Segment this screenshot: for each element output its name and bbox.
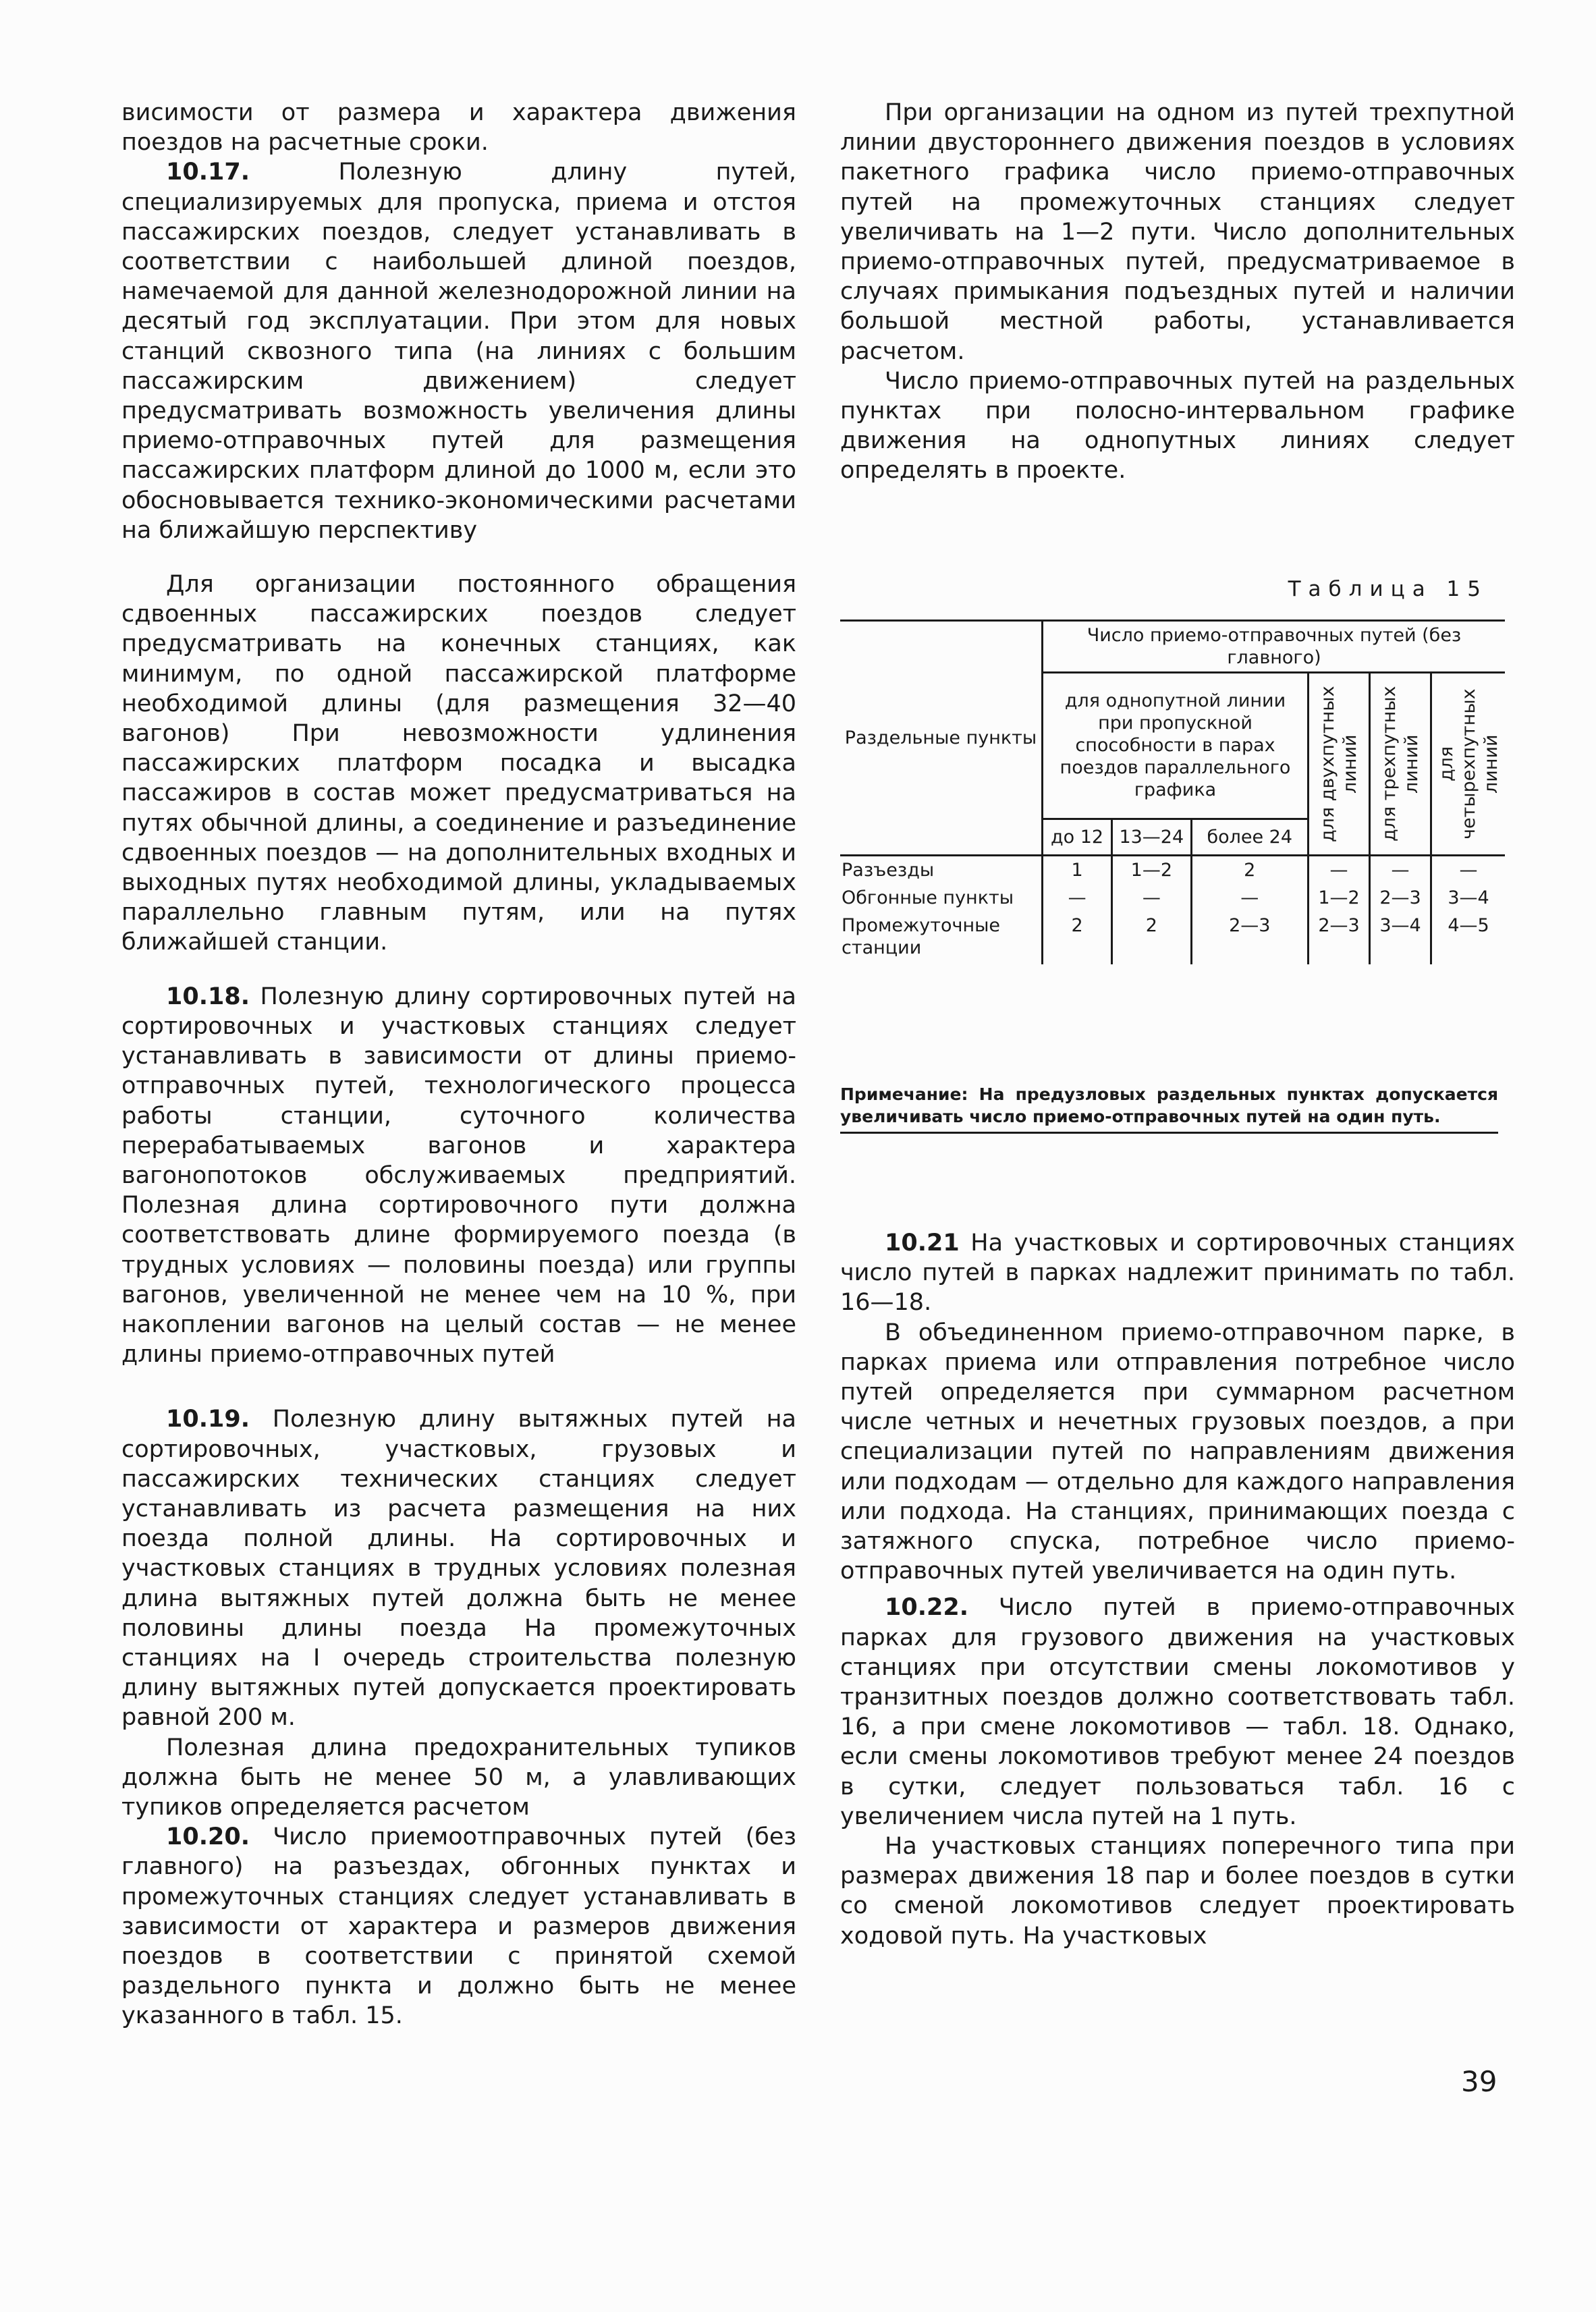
table-row [840, 912, 1505, 964]
table-row [840, 856, 1505, 885]
table-cell: — [1370, 856, 1431, 885]
subheader-col-3: более 24 [1191, 819, 1308, 855]
header-triple-track: для трехпутных линий [1370, 673, 1431, 856]
clause-number: 10.19. [166, 1406, 250, 1433]
paragraph-10-21: 10.21 На участковых и сортировочных станциях число путей в парках надлежит принимать по табл. 16—18. [840, 1230, 1515, 1317]
table-cell: 4—5 [1431, 912, 1506, 964]
left-column [121, 98, 796, 2031]
paragraph-continuation: висимости от размера и характера движения поездов на расчетные сроки. [121, 99, 796, 157]
subheader-col-2: 13—24 [1112, 819, 1191, 855]
paragraph-double-trains: Для организации постоянного обращения сдвоенных пассажирских поездов следует предусматривать на конечных станциях, как минимум, по одной пассажирской платформе необходимой длины (для размещения 32—40 вагонов) При невозможности удлинения пассажирских платформ посадка и высадка пассажиров в состав может предусматриваться на путях обычной длины, а соединение и разъединение сдвоенных поездов — на дополнительных входных и выходных путях необходимой длины, укладываемых параллельно главным путям, или на путях ближайшей станции. [121, 571, 796, 956]
header-double-track: для двухпутных линий [1309, 673, 1370, 856]
table-cell: 3—4 [1431, 884, 1506, 912]
table-cell: 1—2 [1309, 884, 1370, 912]
subheader-col-1: до 12 [1043, 819, 1112, 855]
row-name: Промежуточные станции [842, 915, 1001, 958]
clause-number: 10.17. [166, 159, 250, 186]
paragraph-combined-park: В объединенном приемо-отправочном парке, в парках приема или отправления потребное число путей определяется при суммарном расчетном числе четных и нечетных грузовых поездов, а при специализации путей по направлениям движения или подходам — отдельно для каждого направления или подхода. На станциях, принимающих поезда с затяжного спуска, потребное число приемо-отправочных путей увеличивается на один путь. [840, 1319, 1515, 1585]
table-cell: — [1191, 884, 1308, 912]
paragraph-10-17: 10.17. Полезную длину путей, специализируемых для пропуска, приема и отстоя пассажирских поездов, следует устанавливать в соответствии с наибольшей длиной поездов, намечаемой для данной железнодорожной линии на десятый год эксплуатации. При этом для новых станций сквозного типа (на линиях с большим пассажирским движением) следует предусматривать возможность увеличения длины приемо-отправочных путей для размещения пассажирских платформ длиной до 1000 м, если это обосновывается технико-экономическими расчетами на ближайшую перспективу [121, 159, 796, 544]
clause-number: 10.20. [166, 1823, 250, 1851]
table-cell: 2—3 [1370, 884, 1431, 912]
table-cell: — [1112, 884, 1191, 912]
paragraph-three-track: При организации на одном из путей трехпутной линии двустороннего движения поездов в условиях пакетного графика число приемо-отправочных путей на промежуточных станциях следует увеличивать на 1—2 пути. Число дополнительных приемо-отправочных путей, предусматриваемое в случаях примыкания подъездных путей и наличии большой местной работы, устанавливается расчетом. [840, 99, 1515, 365]
header-main: Число приемо-отправочных путей (без главного) [1043, 621, 1506, 673]
paragraph-transverse-stations: На участковых станциях поперечного типа при размерах движения 18 пар и более поездов в сутки со сменой локомотивов следует проектировать ходовой путь. На участковых [840, 1833, 1515, 1950]
table-cell: 1 [1043, 856, 1112, 885]
header-single-track: для однопутной линии при пропускной способности в парах поездов параллельного графика [1043, 673, 1309, 819]
table-cell: 2 [1112, 912, 1191, 964]
table-cell: — [1431, 856, 1506, 885]
header-quad-track: для четырехпутных линий [1431, 673, 1506, 856]
table-cell: 3—4 [1370, 912, 1431, 964]
header-stub: Раздельные пункты [840, 621, 1043, 856]
table-cell: — [1309, 856, 1370, 885]
paragraph-10-19: 10.19. Полезную длину вытяжных путей на сортировочных, участковых, грузовых и пассажирских технических станциях следует устанавливать из расчета размещения на них поезда полной длины. На сортировочных и участковых станциях в трудных условиях полезная длина вытяжных путей должна быть не менее половины длины поезда На промежуточных станциях на I очередь строительства полезную длину вытяжных путей допускается проектировать равной 200 м. [121, 1406, 796, 1732]
paragraph-dead-ends: Полезная длина предохранительных тупиков должна быть не менее 50 м, а улавливающих тупиков определяется расчетом [121, 1734, 796, 1821]
paragraph-10-20: 10.20. Число приемоотправочных путей (без главного) на разъездах, обгонных пунктах и промежуточных станциях следует устанавливать в зависимости от характера и размеров движения поездов в соответствии с принятой схемой раздельного пункта и должно быть не менее указанного в табл. 15. [121, 1823, 796, 2030]
row-name: Разъезды [842, 860, 935, 881]
paragraph-10-18: 10.18. Полезную длину сортировочных путей на сортировочных и участковых станциях следует устанавливать в зависимости от длины приемо-отправочных путей, технологического процесса работы станции, суточного количества перерабатываемых вагонов и характера вагонопотоков обслуживаемых предприятий. Полезная длина сортировочного пути должна соответствовать длине формируемого поезда (в трудных условиях — половины поезда) или группы вагонов, увеличенной не менее чем на 10 %, при накоплении вагонов на целый состав — не менее длины приемо-отправочных путей [121, 983, 796, 1369]
clause-number: 10.22. [885, 1594, 969, 1622]
clause-number: 10.18. [166, 983, 250, 1010]
table-cell: 2 [1191, 856, 1308, 885]
row-name: Обгонные пункты [842, 887, 1014, 908]
right-column-top [840, 98, 1515, 486]
table-row [840, 884, 1505, 912]
table-cell: 2—3 [1309, 912, 1370, 964]
table-cell: 2—3 [1191, 912, 1308, 964]
right-column-bottom [840, 1228, 1515, 1951]
table-note: Примечание: На предузловых раздельных пунктах допускается увеличивать число приемо-отправочных путей на один путь. [840, 1083, 1498, 1134]
page-number: 39 [1461, 2065, 1497, 2098]
table-15 [840, 620, 1505, 964]
table-cell: — [1043, 884, 1112, 912]
table-caption: Таблица 15 [1288, 577, 1488, 601]
table-cell: 2 [1043, 912, 1112, 964]
paragraph-10-22: 10.22. Число путей в приемо-отправочных парках для грузового движения на участковых станциях при отсутствии смены локомотивов у транзитных поездов должно соответствовать табл. 16, а при смене локомотивов — табл. 18. Однако, если смены локомотивов требуют менее 24 поездов в сутки, следует пользоваться табл. 16 с увеличением числа путей на 1 путь. [840, 1594, 1515, 1830]
table-cell: 1—2 [1112, 856, 1191, 885]
paragraph-strip-interval: Число приемо-отправочных путей на раздельных пунктах при полосно-интервальном графике движения на однопутных линиях следует определять в проекте. [840, 367, 1515, 485]
clause-number: 10.21 [885, 1230, 960, 1257]
